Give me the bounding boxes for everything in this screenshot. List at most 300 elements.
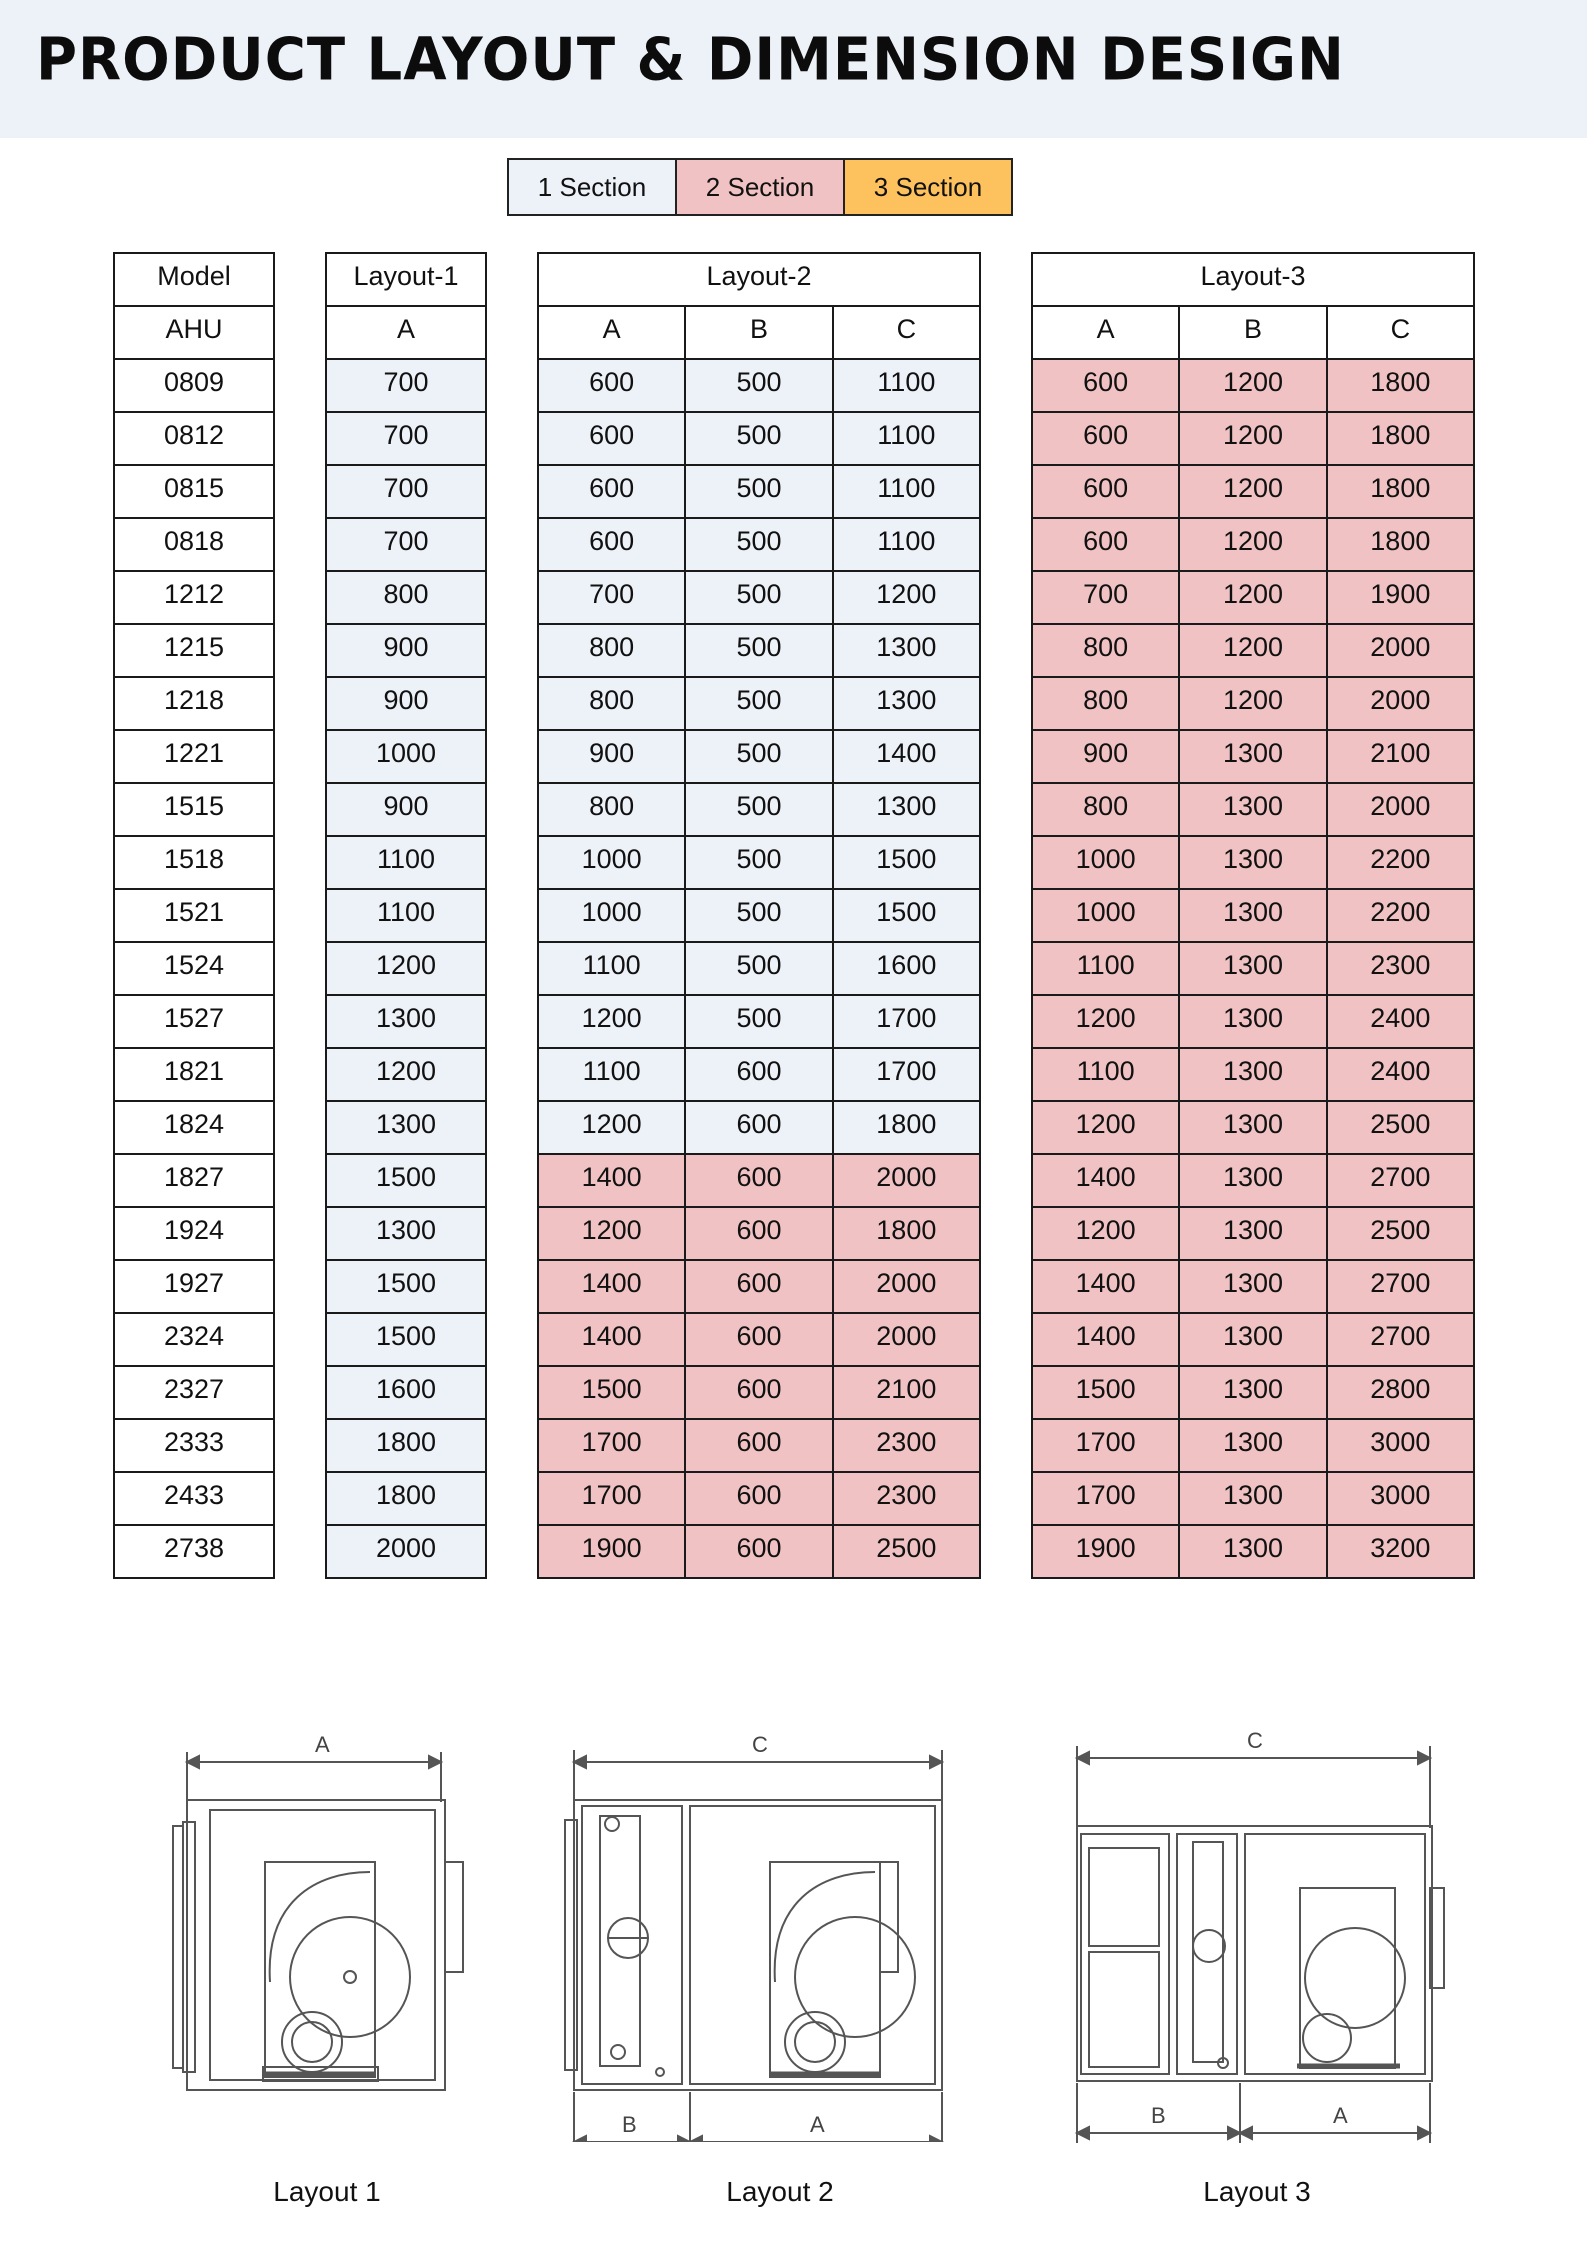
table-cell: 1200 [1032,1101,1179,1154]
header-cell: A [1032,306,1179,359]
table-row [114,889,274,942]
model-cell: 2333 [114,1419,274,1472]
table-row [326,942,486,995]
model-cell: 1924 [114,1207,274,1260]
table-row [326,1472,486,1525]
table-row [1032,1419,1474,1472]
model-cell: 1527 [114,995,274,1048]
table-cell: 1200 [1179,359,1326,412]
table-cell: 600 [685,1419,832,1472]
dim-b-label: B [1151,2103,1166,2128]
model-table [113,252,275,1579]
table-row [114,730,274,783]
table-cell: 1300 [326,1101,486,1154]
table-cell: 1200 [1032,1207,1179,1260]
table-row [1032,1207,1474,1260]
table-cell: 600 [1032,518,1179,571]
header-cell: AHU [114,306,274,359]
table-cell: 500 [685,730,832,783]
table-cell: 1100 [833,465,980,518]
table-row [538,1472,980,1525]
table-cell: 1300 [833,677,980,730]
table-row [538,677,980,730]
table-cell: 1900 [1327,571,1474,624]
table-cell: 1000 [1032,889,1179,942]
header-cell: Model [114,253,274,306]
section-legend [507,158,1013,216]
table-cell: 1800 [1327,359,1474,412]
table-cell: 1000 [538,836,685,889]
header-cell: Layout-3 [1032,253,1474,306]
table-cell: 1400 [1032,1154,1179,1207]
table-cell: 1500 [326,1154,486,1207]
table-cell: 2000 [833,1260,980,1313]
table-row [114,359,274,412]
table-cell: 500 [685,783,832,836]
table-row [114,1260,274,1313]
table-row [538,1048,980,1101]
table-cell: 2400 [1327,995,1474,1048]
legend-1-section: 1 Section [509,160,677,214]
table-cell: 500 [685,677,832,730]
table-cell: 1400 [833,730,980,783]
model-cell: 2324 [114,1313,274,1366]
table-row [1032,412,1474,465]
table-cell: 2300 [833,1419,980,1472]
table-cell: 1100 [326,836,486,889]
table-cell: 1200 [538,1207,685,1260]
table-cell: 500 [685,359,832,412]
table-cell: 800 [1032,783,1179,836]
table-cell: 1800 [1327,412,1474,465]
model-cell: 1212 [114,571,274,624]
table-cell: 1200 [833,571,980,624]
table-row [326,306,486,359]
table-row [1032,1313,1474,1366]
table-row [326,730,486,783]
table-cell: 2200 [1327,889,1474,942]
table-cell: 2000 [833,1154,980,1207]
table-cell: 900 [326,783,486,836]
table-cell: 1400 [538,1313,685,1366]
table-row [326,836,486,889]
table-row [326,571,486,624]
table-row [1032,571,1474,624]
table-row [1032,836,1474,889]
table-cell: 1300 [833,783,980,836]
table-row [1032,995,1474,1048]
table-cell: 1200 [1179,518,1326,571]
table-row [114,1313,274,1366]
table-cell: 1300 [1179,1260,1326,1313]
model-cell: 1827 [114,1154,274,1207]
table-row [538,1313,980,1366]
table-row [538,465,980,518]
table-row [538,783,980,836]
table-cell: 700 [1032,571,1179,624]
table-row [538,412,980,465]
table-cell: 2700 [1327,1260,1474,1313]
table-row [1032,1525,1474,1578]
table-cell: 900 [326,677,486,730]
table-cell: 800 [1032,624,1179,677]
table-cell: 1900 [538,1525,685,1578]
table-row [114,1525,274,1578]
model-cell: 0815 [114,465,274,518]
table-cell: 1500 [833,836,980,889]
table-cell: 3200 [1327,1525,1474,1578]
table-row [114,1048,274,1101]
table-cell: 600 [538,518,685,571]
table-row [1032,1154,1474,1207]
model-cell: 1821 [114,1048,274,1101]
layout1-caption: Layout 1 [273,2176,381,2207]
table-cell: 600 [538,412,685,465]
table-cell: 1600 [326,1366,486,1419]
table-cell: 2300 [1327,942,1474,995]
table-row [114,306,274,359]
table-row [1032,783,1474,836]
table-cell: 2800 [1327,1366,1474,1419]
table-row [1032,942,1474,995]
table-cell: 1100 [833,359,980,412]
layout1-diagram [165,1722,505,2132]
table-row [538,1260,980,1313]
table-row [114,995,274,1048]
table-cell: 1200 [326,1048,486,1101]
table-row [326,1260,486,1313]
table-cell: 1800 [326,1472,486,1525]
table-cell: 1300 [326,995,486,1048]
legend-2-section: 2 Section [677,160,845,214]
table-row [326,624,486,677]
table-cell: 1500 [326,1313,486,1366]
layout2-table [537,252,981,1579]
table-row [326,412,486,465]
table-cell: 500 [685,412,832,465]
table-row [538,624,980,677]
table-cell: 1300 [833,624,980,677]
table-cell: 1700 [1032,1472,1179,1525]
table-cell: 2000 [833,1313,980,1366]
model-cell: 0818 [114,518,274,571]
table-row [326,1313,486,1366]
model-cell: 0809 [114,359,274,412]
table-cell: 1200 [326,942,486,995]
table-row [326,889,486,942]
table-row [538,253,980,306]
table-row [538,306,980,359]
table-cell: 1000 [1032,836,1179,889]
table-cell: 1300 [1179,1472,1326,1525]
header-cell: C [833,306,980,359]
table-cell: 2000 [1327,677,1474,730]
table-cell: 1400 [1032,1260,1179,1313]
table-cell: 1000 [538,889,685,942]
table-row [538,942,980,995]
table-row [114,253,274,306]
model-cell: 0812 [114,412,274,465]
table-row [326,359,486,412]
table-cell: 1200 [1179,412,1326,465]
table-cell: 1300 [1179,1048,1326,1101]
table-cell: 1100 [326,889,486,942]
table-cell: 1100 [833,518,980,571]
table-cell: 1100 [538,1048,685,1101]
table-row [114,1366,274,1419]
table-row [326,1101,486,1154]
model-cell: 1927 [114,1260,274,1313]
model-cell: 1218 [114,677,274,730]
table-cell: 1000 [326,730,486,783]
table-cell: 1200 [538,1101,685,1154]
model-cell: 1521 [114,889,274,942]
table-cell: 1300 [1179,1154,1326,1207]
table-row [538,889,980,942]
header-cell: A [326,306,486,359]
table-row [326,995,486,1048]
table-row [114,518,274,571]
table-cell: 3000 [1327,1419,1474,1472]
table-row [1032,253,1474,306]
model-cell: 2738 [114,1525,274,1578]
layout2-diagram [560,1722,980,2142]
table-row [538,1419,980,1472]
table-cell: 2300 [833,1472,980,1525]
dim-a-label: A [315,1732,330,1757]
table-row [1032,518,1474,571]
legend-3-section: 3 Section [845,160,1011,214]
table-cell: 600 [1032,359,1179,412]
table-cell: 2700 [1327,1313,1474,1366]
table-cell: 2000 [326,1525,486,1578]
table-cell: 1300 [1179,995,1326,1048]
table-cell: 900 [326,624,486,677]
table-row [326,253,486,306]
table-cell: 2700 [1327,1154,1474,1207]
table-row [1032,624,1474,677]
table-cell: 2500 [833,1525,980,1578]
table-cell: 500 [685,465,832,518]
table-cell: 700 [326,412,486,465]
model-cell: 1221 [114,730,274,783]
layout2-caption: Layout 2 [726,2176,834,2207]
table-cell: 600 [685,1207,832,1260]
dim-a-label: A [810,2112,825,2137]
table-cell: 1300 [1179,1419,1326,1472]
table-cell: 3000 [1327,1472,1474,1525]
table-row [1032,1101,1474,1154]
model-cell: 2433 [114,1472,274,1525]
table-row [326,677,486,730]
table-cell: 2500 [1327,1207,1474,1260]
header-cell: Layout-2 [538,253,980,306]
table-cell: 1800 [833,1101,980,1154]
table-row [326,1154,486,1207]
table-row [114,1154,274,1207]
table-cell: 1700 [833,1048,980,1101]
dim-a-label: A [1333,2103,1348,2128]
table-row [538,571,980,624]
table-cell: 600 [685,1366,832,1419]
header-cell: C [1327,306,1474,359]
table-row [114,571,274,624]
table-cell: 500 [685,518,832,571]
header-cell: A [538,306,685,359]
table-cell: 600 [1032,412,1179,465]
table-cell: 1200 [1032,995,1179,1048]
table-cell: 1300 [1179,1525,1326,1578]
table-cell: 1700 [1032,1419,1179,1472]
table-cell: 1200 [538,995,685,1048]
table-cell: 2100 [1327,730,1474,783]
table-cell: 2100 [833,1366,980,1419]
table-cell: 1200 [1179,624,1326,677]
table-cell: 2500 [1327,1101,1474,1154]
table-row [326,1048,486,1101]
table-row [1032,306,1474,359]
model-cell: 1518 [114,836,274,889]
table-cell: 1300 [1179,783,1326,836]
table-row [1032,1260,1474,1313]
table-cell: 800 [326,571,486,624]
table-cell: 600 [685,1154,832,1207]
table-cell: 1500 [538,1366,685,1419]
table-cell: 600 [685,1048,832,1101]
table-cell: 1700 [538,1472,685,1525]
table-cell: 1500 [833,889,980,942]
table-cell: 500 [685,624,832,677]
table-row [538,1525,980,1578]
table-row [538,1366,980,1419]
table-row [1032,1472,1474,1525]
layout3-table [1031,252,1475,1579]
model-cell: 1824 [114,1101,274,1154]
table-row [326,1525,486,1578]
table-cell: 1300 [1179,1313,1326,1366]
table-cell: 800 [1032,677,1179,730]
table-cell: 2400 [1327,1048,1474,1101]
table-row [538,730,980,783]
table-cell: 600 [1032,465,1179,518]
table-cell: 900 [1032,730,1179,783]
table-cell: 500 [685,836,832,889]
table-cell: 500 [685,571,832,624]
table-cell: 700 [326,518,486,571]
table-cell: 600 [538,465,685,518]
table-cell: 1100 [538,942,685,995]
header-cell: Layout-1 [326,253,486,306]
table-row [114,624,274,677]
table-cell: 1300 [1179,889,1326,942]
page-title: PRODUCT LAYOUT & DIMENSION DESIGN [36,26,1345,95]
dim-c-label: C [752,1732,768,1757]
table-cell: 1200 [1179,571,1326,624]
table-cell: 500 [685,889,832,942]
table-row [1032,359,1474,412]
table-cell: 1900 [1032,1525,1179,1578]
table-row [326,1207,486,1260]
table-row [538,1154,980,1207]
table-cell: 1400 [1032,1313,1179,1366]
model-cell: 1515 [114,783,274,836]
table-cell: 1800 [1327,465,1474,518]
table-cell: 1300 [326,1207,486,1260]
table-cell: 2000 [1327,624,1474,677]
table-cell: 1200 [1179,677,1326,730]
header-cell: B [685,306,832,359]
table-row [538,995,980,1048]
table-cell: 1700 [538,1419,685,1472]
table-cell: 1700 [833,995,980,1048]
table-cell: 600 [685,1472,832,1525]
table-cell: 1100 [1032,1048,1179,1101]
table-row [1032,465,1474,518]
table-cell: 1200 [1179,465,1326,518]
table-cell: 2200 [1327,836,1474,889]
table-row [1032,889,1474,942]
table-row [1032,730,1474,783]
table-row [1032,1366,1474,1419]
table-row [1032,1048,1474,1101]
dim-b-label: B [622,2112,637,2137]
table-cell: 600 [538,359,685,412]
table-cell: 700 [538,571,685,624]
table-cell: 1100 [833,412,980,465]
table-row [114,677,274,730]
table-row [114,412,274,465]
layout1-table [325,252,487,1579]
table-cell: 2000 [1327,783,1474,836]
table-row [538,1101,980,1154]
table-row [114,783,274,836]
table-cell: 1100 [1032,942,1179,995]
table-row [326,1366,486,1419]
table-cell: 600 [685,1525,832,1578]
table-row [538,359,980,412]
page-header [0,0,1587,138]
table-cell: 1500 [1032,1366,1179,1419]
model-cell: 2327 [114,1366,274,1419]
table-cell: 800 [538,783,685,836]
table-cell: 1300 [1179,942,1326,995]
table-row [114,1101,274,1154]
table-cell: 1800 [1327,518,1474,571]
table-cell: 1300 [1179,1101,1326,1154]
table-cell: 500 [685,942,832,995]
table-cell: 1300 [1179,730,1326,783]
layout3-diagram [1065,1718,1445,2148]
table-cell: 1400 [538,1260,685,1313]
table-row [538,1207,980,1260]
model-cell: 1215 [114,624,274,677]
table-row [114,1419,274,1472]
table-row [114,465,274,518]
table-cell: 900 [538,730,685,783]
table-row [538,836,980,889]
table-cell: 1600 [833,942,980,995]
table-cell: 700 [326,465,486,518]
header-cell: B [1179,306,1326,359]
table-cell: 500 [685,995,832,1048]
table-row [326,518,486,571]
table-row [114,942,274,995]
table-cell: 1800 [833,1207,980,1260]
table-cell: 1300 [1179,836,1326,889]
table-cell: 800 [538,677,685,730]
table-cell: 1400 [538,1154,685,1207]
table-row [114,1472,274,1525]
